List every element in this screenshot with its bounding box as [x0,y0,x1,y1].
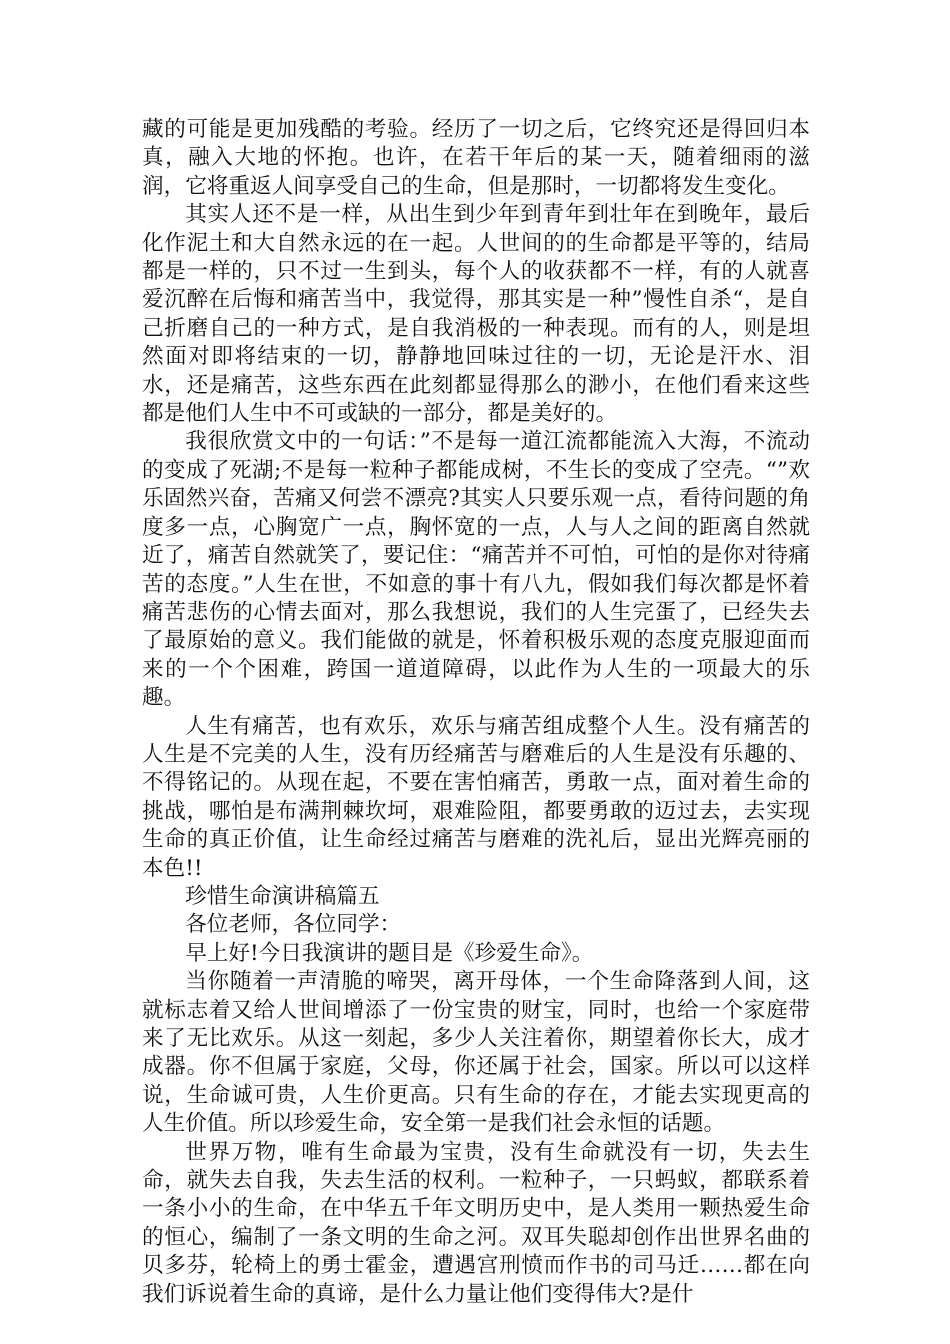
greeting: 早上好!今日我演讲的题目是《珍爱生命》。 [185,940,594,966]
paragraph-4: 人生有痛苦，也有欢乐，欢乐与痛苦组成整个人生。没有痛苦的人生是不完美的人生，没有历经痛苦与磨难后的人生是没有乐趣的、不得铭记的。从现在起，不要在害怕痛苦，勇敢一点，面对着生命的挑战，哪怕是布满荆棘坎坷，艰难险阻，都要勇敢的迈过去，去实现生命的真正价值，让生命经过痛苦与磨难的洗礼后，显出光辉亮丽的本色!! [142,713,810,881]
paragraph-6: 世界万物，唯有生命最为宝贵，没有生命就没有一切，失去生命，就失去自我，失去生活的权利。一粒种子，一只蚂蚁，都联系着一条小小的生命，在中华五千年文明历史中，是人类用一颗热爱生命的恒心，编制了一条文明的生命之河。双耳失聪却创作出世界名曲的贝多芬，轮椅上的勇士霍金，遭遇宫刑愤而作书的司马迁……都在向我们诉说着生命的真谛，是什么力量让他们变得伟大?是什 [142,1139,810,1307]
paragraph-1: 藏的可能是更加残酷的考验。经历了一切之后，它终究还是得回归本真，融入大地的怀抱。也许，在若干年后的某一天，随着细雨的滋润，它将重返人间享受自己的生命，但是那时，一切都将发生变化。 [142,117,810,199]
salutation: 各位老师，各位同学： [185,912,402,938]
paragraph-2: 其实人还不是一样，从出生到少年到青年到壮年在到晚年，最后化作泥土和大自然永远的在一起。人世间的的生命都是平等的，结局都是一样的，只不过一生到头，每个人的收获都不一样，有的人就喜爱沉醉在后悔和痛苦当中，我觉得，那其实是一种”慢性自杀“，是自己折磨自己的一种方式，是自我消极的一种表现。而有的人，则是坦然面对即将结束的一切，静静地回味过往的一切，无论是汗水、泪水，还是痛苦，这些东西在此刻都显得那么的渺小，在他们看来这些都是他们人生中不可或缺的一部分，都是美好的。 [142,202,810,427]
paragraph-3: 我很欣赏文中的一句话：”不是每一道江流都能流入大海，不流动的变成了死湖;不是每一粒种子都能成树，不生长的变成了空壳。“”欢乐固然兴奋，苦痛又何尝不漂亮?其实人只要乐观一点，看待问题的角度多一点，心胸宽广一点，胸怀宽的一点，人与人之间的距离自然就近了，痛苦自然就笑了，要记住：“痛苦并不可怕，可怕的是你对待痛苦的态度。”人生在世，不如意的事十有八九，假如我们每次都是怀着痛苦悲伤的心情去面对，那么我想说，我们的人生完蛋了，已经失去了最原始的意义。我们能做的就是，怀着积极乐观的态度克服迎面而来的一个个困难，跨国一道道障碍，以此作为人生的一项最大的乐趣。 [142,429,810,711]
paragraph-5: 当你随着一声清脆的啼哭，离开母体，一个生命降落到人间，这就标志着又给人世间增添了一份宝贵的财宝，同时，也给一个家庭带来了无比欢乐。从这一刻起，多少人关注着你，期望着你长大，成才成器。你不但属于家庭，父母，你还属于社会，国家。所以可以这样说，生命诚可贵，人生价更高。只有生命的存在，才能去实现更高的人生价值。所以珍爱生命，安全第一是我们社会永恒的话题。 [142,969,810,1137]
section-heading: 珍惜生命演讲稿篇五 [185,883,380,909]
document-body [142,116,810,1309]
